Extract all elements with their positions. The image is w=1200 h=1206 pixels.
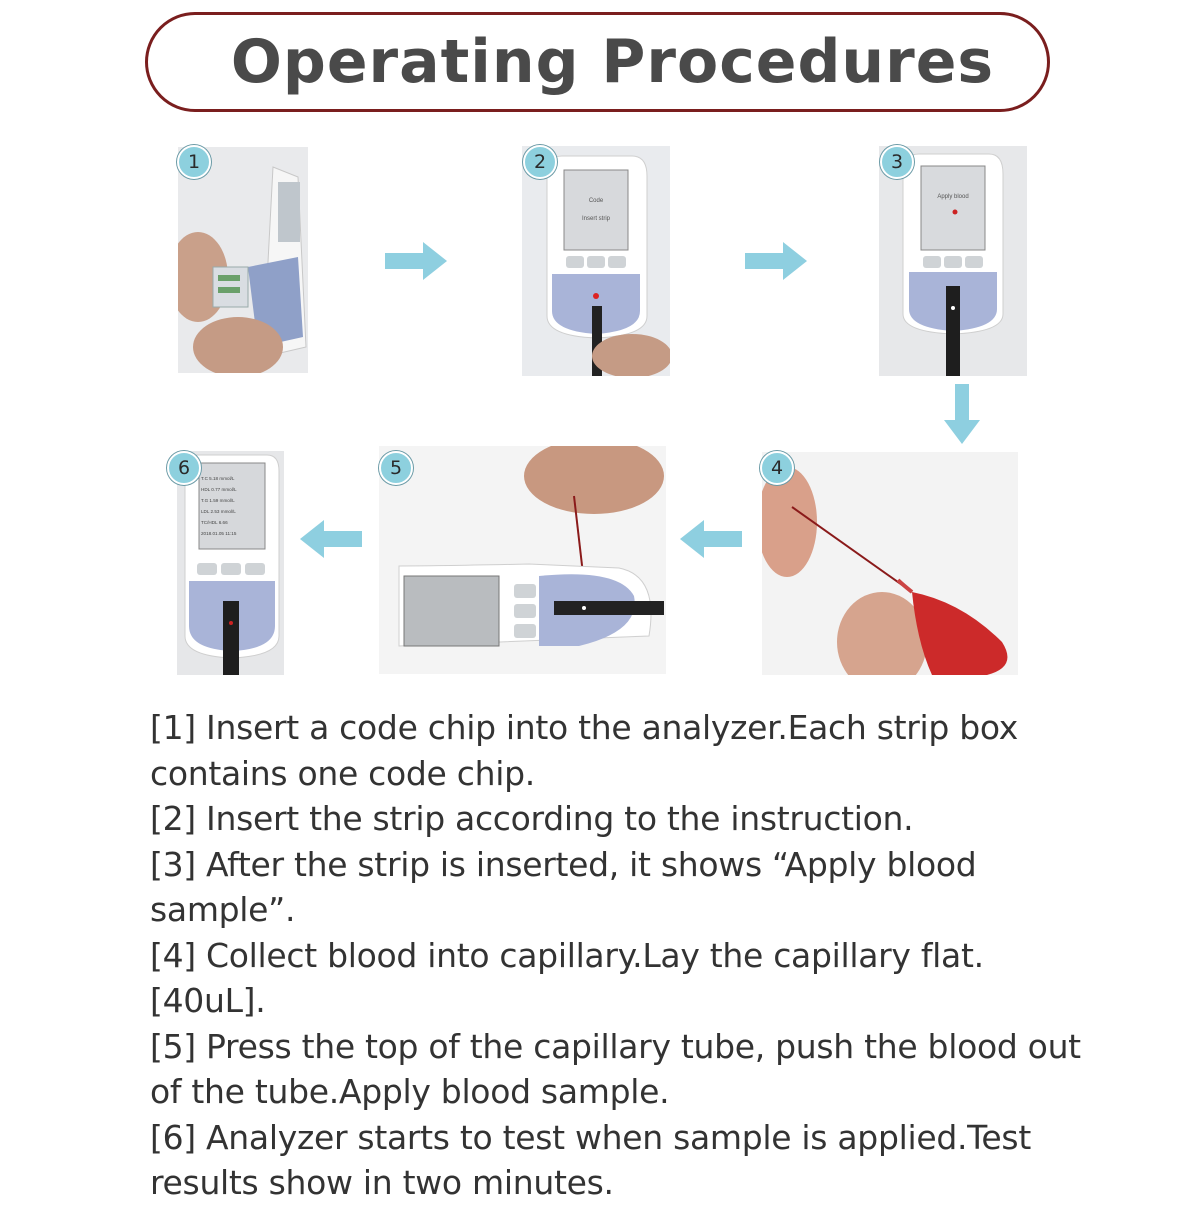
result-line: TC/HDL 6.66 [201, 520, 228, 525]
step-3-screen-line-1: Apply blood [937, 194, 969, 200]
step-3-photo [879, 146, 1027, 376]
instructions-list [150, 705, 1090, 1206]
result-line: LDL 2.53 mmol/L [201, 509, 236, 514]
result-line: T.G 1.59 mmol/L [201, 498, 235, 503]
instruction-step: [3] After the strip is inserted, it shows “Apply blood sample”. [150, 844, 977, 929]
step-1-badge: 1 [177, 145, 211, 179]
step-3-badge: 3 [880, 145, 914, 179]
arrow-left-icon [300, 520, 362, 558]
step-2-screen-line-1: Code [588, 198, 604, 204]
step-4-badge: 4 [760, 451, 794, 485]
instruction-step: [2] Insert the strip according to the instruction. [150, 799, 914, 838]
instruction-step: [5] Press the top of the capillary tube, push the blood out of the tube.Apply blood sample. [150, 1026, 1081, 1111]
step-4-photo [762, 452, 1018, 675]
step-6-badge: 6 [167, 451, 201, 485]
arrow-right-icon [385, 242, 447, 280]
step-6-photo [177, 451, 284, 675]
step-2-badge: 2 [523, 145, 557, 179]
instruction-step: [6] Analyzer starts to test when sample is applied.Test results show in two minutes. [150, 1117, 1031, 1202]
result-line: T.C 5.18 mmol/L [201, 476, 235, 481]
step-6-screen-results [201, 473, 265, 539]
result-line: 2018.01.05 11:15 [201, 531, 237, 536]
result-line: HDL 0.77 mmol/L [201, 487, 237, 492]
step-2-photo [522, 146, 670, 376]
arrow-down-icon [944, 384, 980, 444]
instruction-step: [1] Insert a code chip into the analyzer.Each strip box contains one code chip. [150, 708, 1018, 793]
step-1-photo [178, 147, 308, 373]
step-2-screen-line-2: Insert strip [581, 216, 610, 222]
step-5-photo [379, 446, 666, 674]
arrow-left-icon [680, 520, 742, 558]
page-title: Operating Procedures [230, 27, 995, 97]
step-5-badge: 5 [379, 451, 413, 485]
arrow-right-icon [745, 242, 807, 280]
title-frame [145, 12, 1050, 112]
instruction-step: [4] Collect blood into capillary.Lay the capillary flat.[40uL]. [150, 935, 984, 1020]
